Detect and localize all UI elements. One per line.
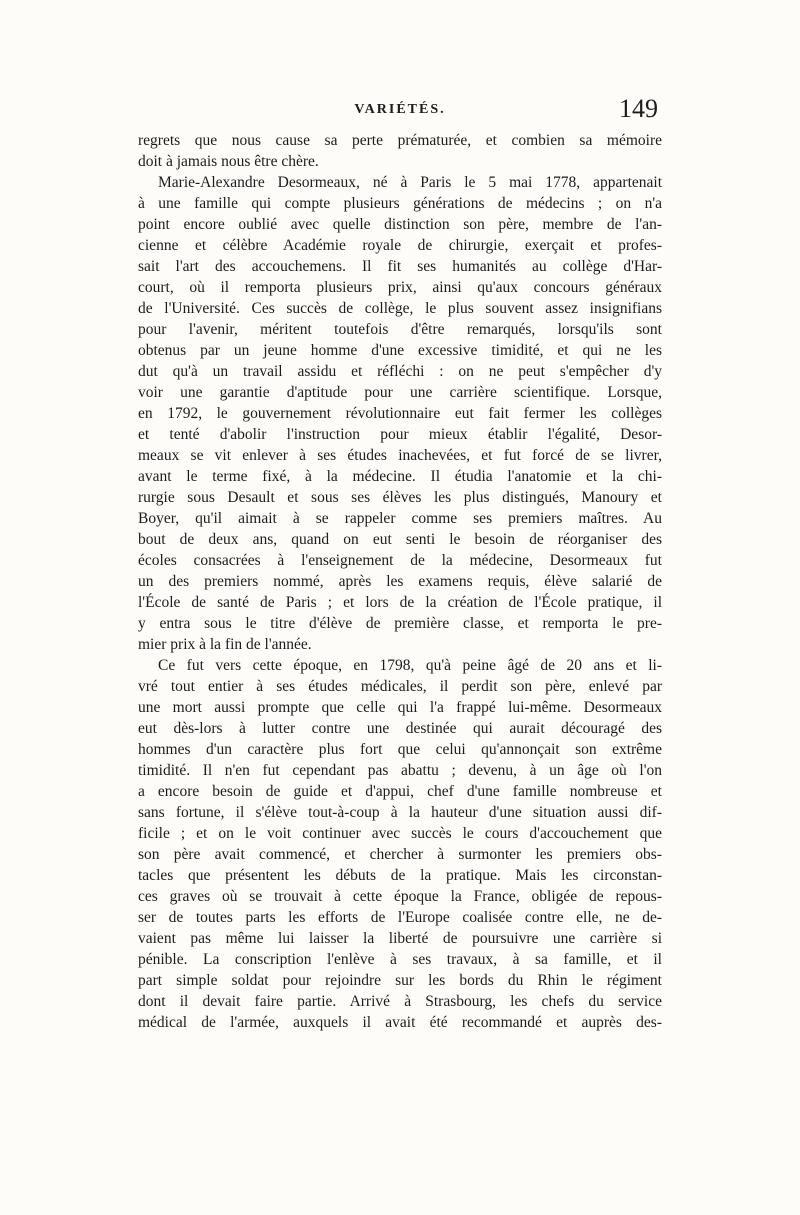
text-line: a encore besoin de guide et d'appui, chef d'une famille nombreuse et — [138, 783, 662, 800]
text-line: pénible. La conscription l'enlève à ses travaux, à sa famille, et il — [138, 951, 662, 968]
text-line: obtenus par un jeune homme d'une excessive timidité, et qui ne les — [138, 342, 662, 359]
text-line: un des premiers nommé, après les examens requis, élève salarié de — [138, 573, 662, 590]
text-line: eut dès-lors à lutter contre une destinée qui aurait découragé des — [138, 720, 662, 737]
text-line: hommes d'un caractère plus fort que celui qu'annonçait son extrême — [138, 741, 662, 758]
text-line: écoles consacrées à l'enseignement de la médecine, Desormeaux fut — [138, 552, 662, 569]
running-head: VARIÉTÉS. — [354, 102, 446, 117]
text-line: cienne et célèbre Académie royale de chirurgie, exerçait et profes- — [138, 237, 662, 254]
text-line: ces graves où se trouvait à cette époque la France, obligée de repous- — [138, 888, 662, 905]
text-line: pour l'avenir, méritent toutefois d'être remarqués, lorsqu'ils sont — [138, 321, 662, 338]
text-line: Boyer, qu'il aimait à se rappeler comme ses premiers maîtres. Au — [138, 510, 662, 527]
text-line: et tenté d'abolir l'instruction pour mieux établir l'égalité, Desor- — [138, 426, 662, 443]
text-line: son père avait commencé, et chercher à surmonter les premiers obs- — [138, 846, 662, 863]
text-line: doit à jamais nous être chère. — [138, 153, 319, 170]
text-line: ser de toutes parts les efforts de l'Europe coalisée contre elle, ne de- — [138, 909, 662, 926]
text-line: mier prix à la fin de l'année. — [138, 636, 312, 653]
text-line: l'École de santé de Paris ; et lors de la création de l'École pratique, il — [138, 594, 662, 611]
text-line: avant le terme fixé, à la médecine. Il étudia l'anatomie et la chi- — [138, 468, 662, 485]
text-line: voir une garantie d'aptitude pour une carrière scientifique. Lorsque, — [138, 384, 662, 401]
text-line: sait l'art des accouchemens. Il fit ses humanités au collège d'Har- — [138, 258, 662, 275]
text-line: court, où il remporta plusieurs prix, ainsi qu'aux concours généraux — [138, 279, 662, 296]
text-line: en 1792, le gouvernement révolutionnaire eut fait fermer les collèges — [138, 405, 662, 422]
text-line: timidité. Il n'en fut cependant pas abattu ; devenu, à un âge où l'on — [138, 762, 662, 779]
text-line: regrets que nous cause sa perte prématurée, et combien sa mémoire — [138, 132, 662, 149]
text-line: de l'Université. Ces succès de collège, le plus souvent assez insignifians — [138, 300, 662, 317]
body-text — [138, 130, 662, 1033]
text-line: part simple soldat pour rejoindre sur les bords du Rhin le régiment — [138, 972, 662, 989]
text-line: une mort aussi prompte que celle qui l'a frappé lui-même. Desormeaux — [138, 699, 662, 716]
text-line: tacles que présentent les débuts de la pratique. Mais les circonstan- — [138, 867, 662, 884]
text-line: y entra sous le titre d'élève de première classe, et remporta le pre- — [138, 615, 662, 632]
text-line: médical de l'armée, auxquels il avait été recommandé et auprès des- — [138, 1014, 662, 1031]
paragraph-start-line: Ce fut vers cette époque, en 1798, qu'à peine âgé de 20 ans et li- — [158, 657, 662, 674]
text-line: point encore oublié avec quelle distinction son père, membre de l'an- — [138, 216, 662, 233]
page-number: 149 — [619, 94, 658, 123]
text-line: vaient pas même lui laisser la liberté de poursuivre une carrière si — [138, 930, 662, 947]
text-line: à une famille qui compte plusieurs générations de médecins ; on n'a — [138, 195, 662, 212]
text-line: rurgie sous Desault et sous ses élèves les plus distingués, Manoury et — [138, 489, 662, 506]
text-line: vré tout entier à ses études médicales, il perdit son père, enlevé par — [138, 678, 662, 695]
text-line: dont il devait faire partie. Arrivé à Strasbourg, les chefs du service — [138, 993, 662, 1010]
text-line: meaux se vit enlever à ses études inachevées, et fut forcé de se livrer, — [138, 447, 662, 464]
text-line: bout de deux ans, quand on eut senti le besoin de réorganiser des — [138, 531, 662, 548]
text-line: dut qu'à un travail assidu et réfléchi : on ne peut s'empêcher d'y — [138, 363, 662, 380]
page-header — [138, 96, 662, 130]
paragraph-start-line: Marie-Alexandre Desormeaux, né à Paris le 5 mai 1778, appartenait — [158, 174, 662, 191]
text-line: ficile ; et on le voit continuer avec succès le cours d'accouchement que — [138, 825, 662, 842]
text-line: sans fortune, il s'élève tout-à-coup à la hauteur d'une situation aussi dif- — [138, 804, 662, 821]
